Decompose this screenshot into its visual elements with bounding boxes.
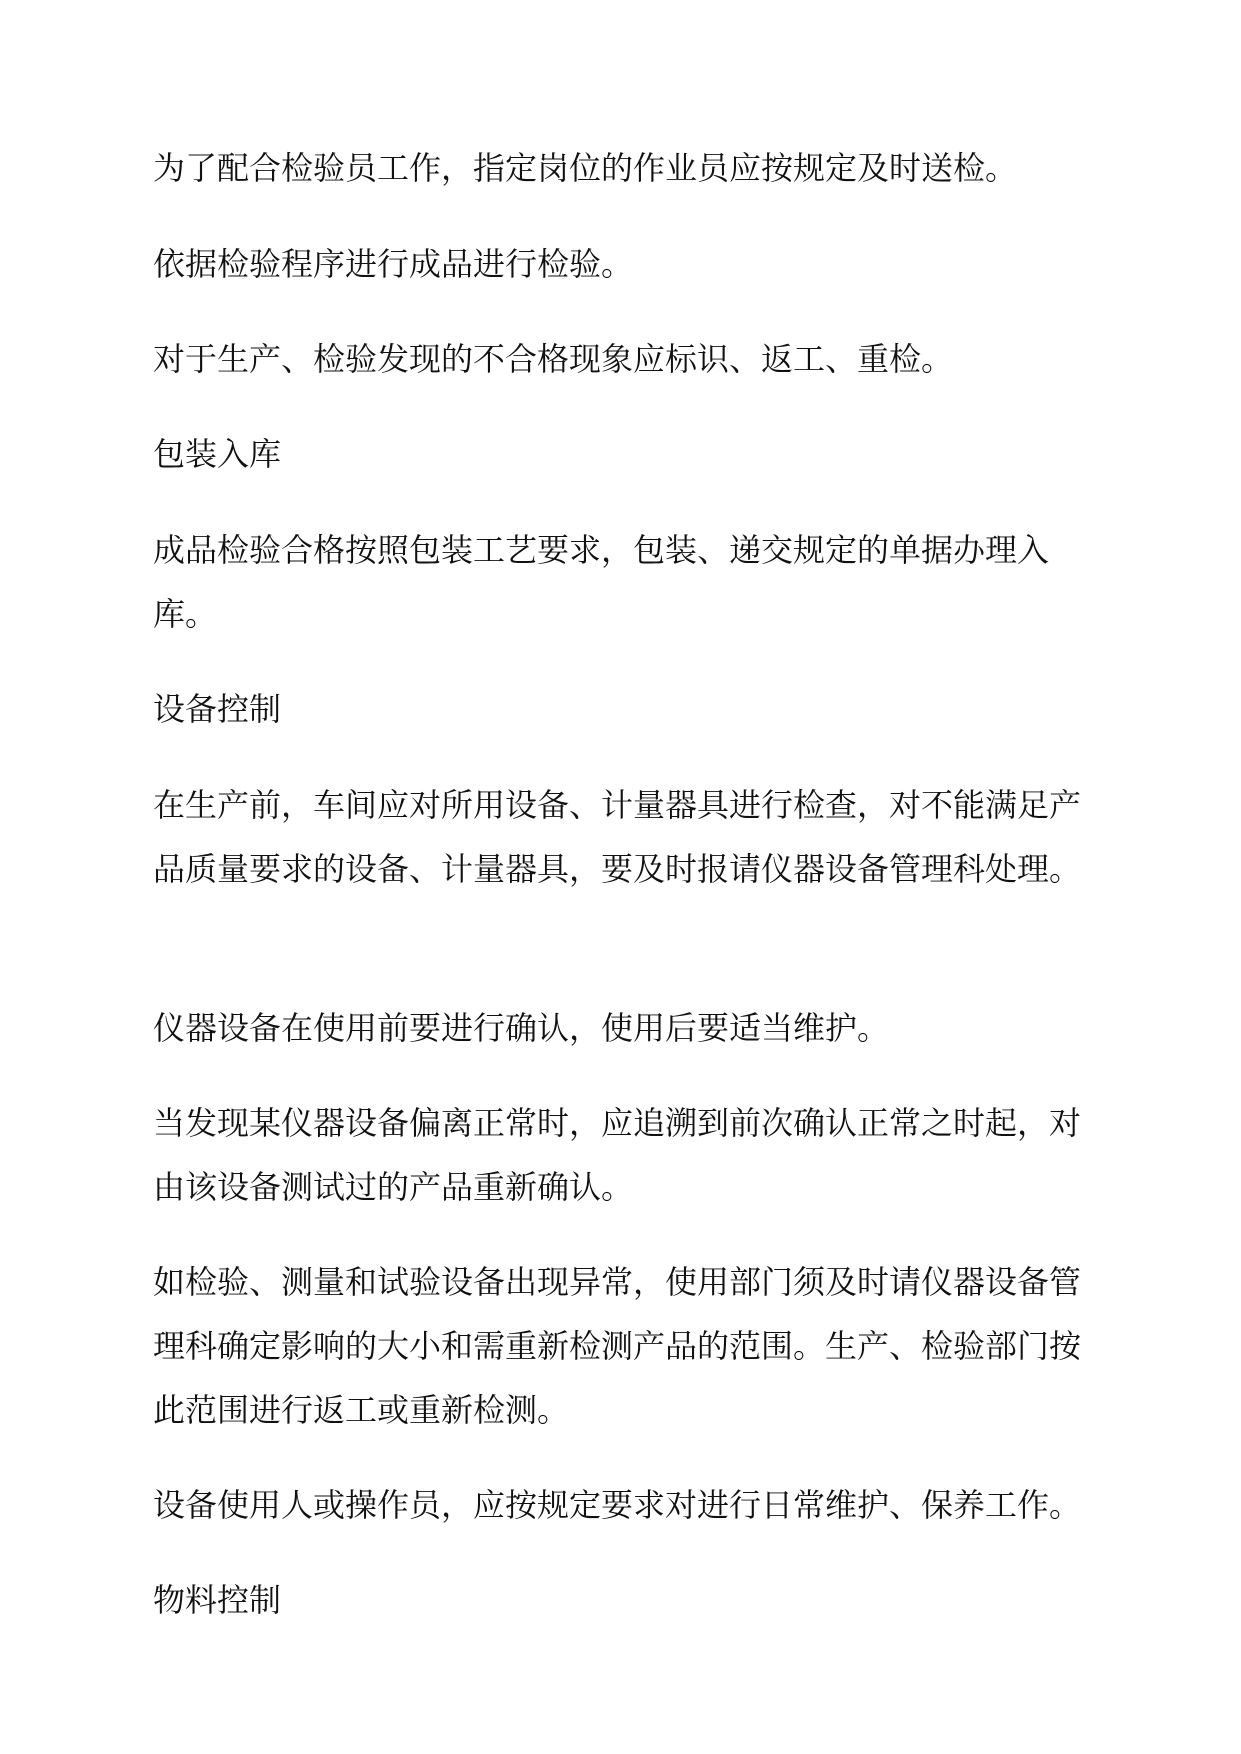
paragraph-equipment-pre-production-check: 在生产前，车间应对所用设备、计量器具进行检查，对不能满足产品质量要求的设备、计量器具，要及时报请仪器设备管理科处理。 [153,786,1082,888]
paragraph-finished-product-inspection: 依据检验程序进行成品进行检验。 [153,245,634,283]
paragraph-nonconformity-handling: 对于生产、检验发现的不合格现象应标识、返工、重检。 [153,340,954,378]
heading-material-control: 物料控制 [153,1581,282,1619]
paragraph-equipment-deviation: 当发现某仪器设备偏离正常时，应追溯到前次确认正常之时起，对由该设备测试过的产品重新确认。 [153,1104,1082,1206]
heading-packaging-warehousing: 包装入库 [153,435,282,473]
paragraph-submit-inspection: 为了配合检验员工作，指定岗位的作业员应按规定及时送检。 [153,149,1018,187]
paragraph-equipment-confirmation: 仪器设备在使用前要进行确认，使用后要适当维护。 [153,1009,890,1047]
paragraph-equipment-maintenance: 设备使用人或操作员，应按规定要求对进行日常维护、保养工作。 [153,1486,1082,1524]
paragraph-measuring-equipment-abnormal: 如检验、测量和试验设备出现异常，使用部门须及时请仪器设备管理科确定影响的大小和需重新检测产品的范围。生产、检验部门按此范围进行返工或重新检测。 [153,1263,1082,1429]
heading-equipment-control: 设备控制 [153,690,282,728]
paragraph-packaging-warehousing: 成品检验合格按照包装工艺要求，包装、递交规定的单据办理入库。 [153,531,1050,633]
